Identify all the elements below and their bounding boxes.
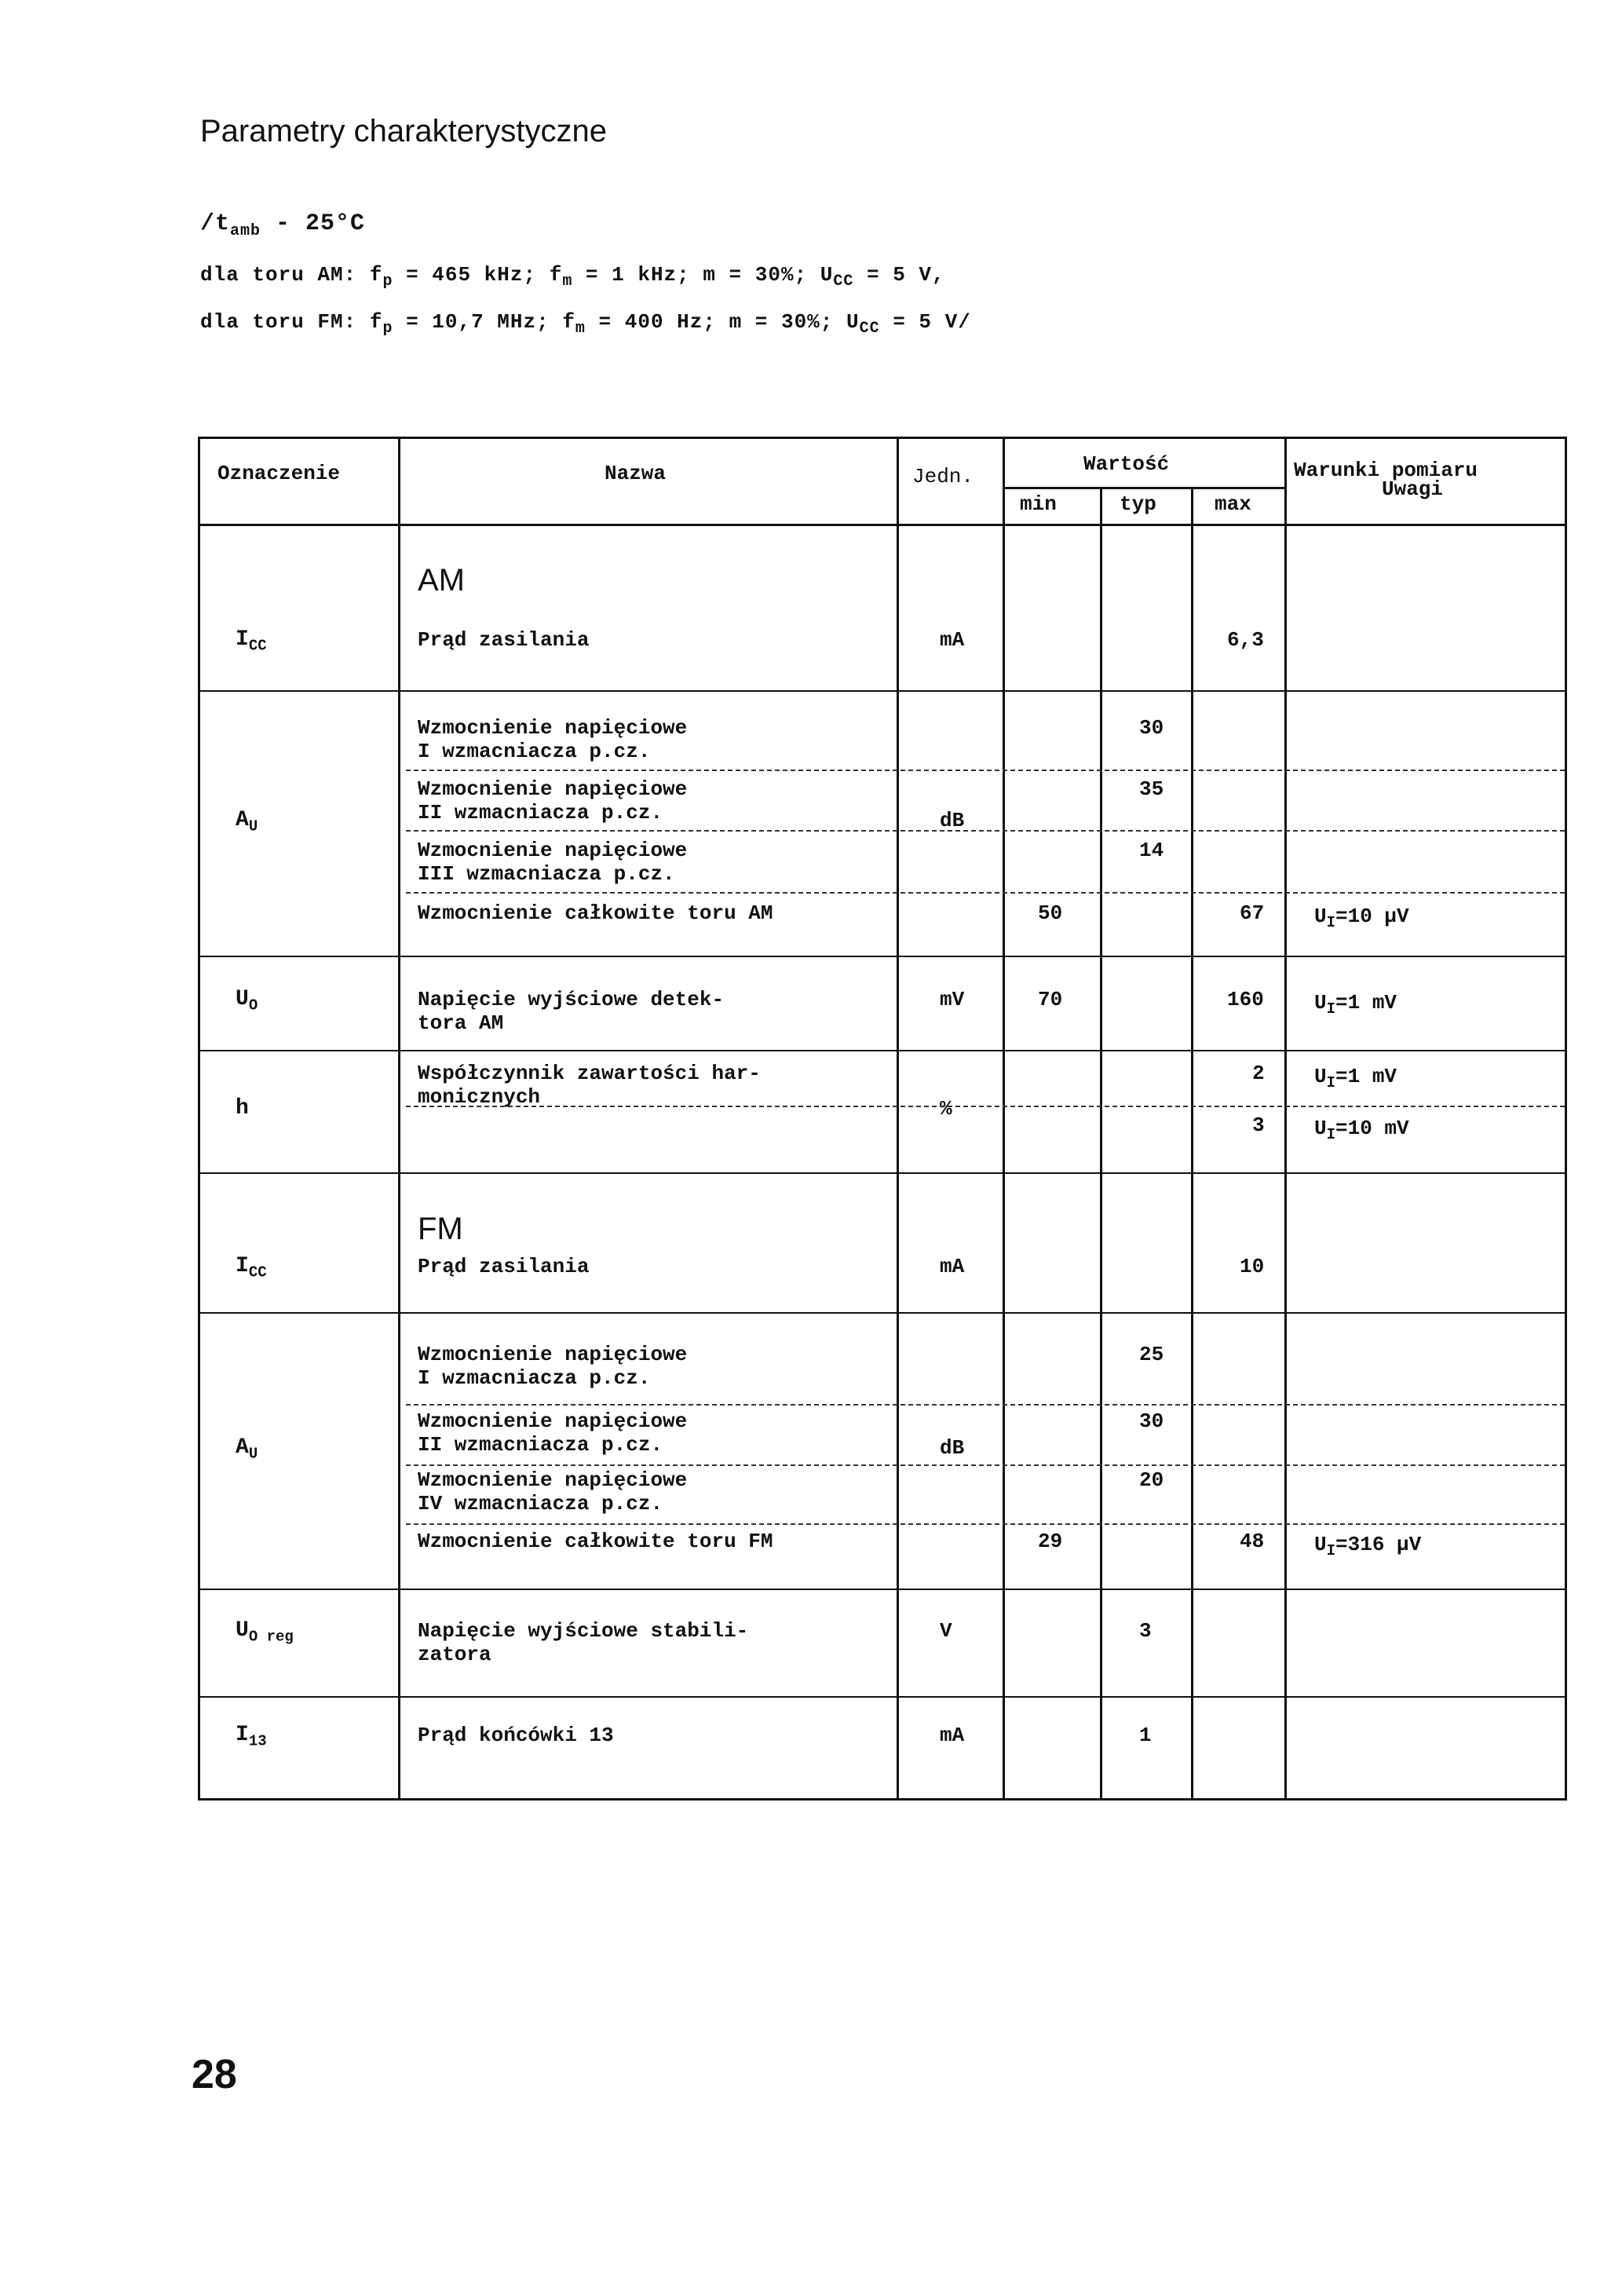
- column-divider: [1565, 437, 1567, 1798]
- symbol-sub: O: [248, 996, 258, 1015]
- cond-value: =1 mV: [1335, 1065, 1397, 1088]
- param-value: = 5 V/: [879, 310, 971, 334]
- group-divider: [198, 1312, 1567, 1314]
- cond-value: =1 mV: [1335, 991, 1397, 1015]
- column-divider: [1003, 437, 1005, 1798]
- parameter-name: Prąd zasilania: [418, 1255, 590, 1278]
- param-value: = 10,7 MHz;: [393, 310, 563, 334]
- cond-base: U: [1314, 905, 1327, 928]
- symbol-sub: O reg: [248, 1628, 294, 1646]
- symbol-sub: U: [248, 1445, 258, 1463]
- measurement-condition: [1314, 1533, 1421, 1563]
- value-max: 3: [1252, 1113, 1265, 1137]
- unit: mA: [940, 1724, 965, 1747]
- value-typ: 30: [1139, 716, 1164, 740]
- symbol-base: U: [236, 1618, 249, 1643]
- symbol-base: I: [236, 627, 249, 652]
- parameter-name: I wzmacniacza p.cz.: [418, 740, 651, 763]
- param-symbol: f: [549, 263, 563, 287]
- parameter-symbol: [236, 1097, 249, 1127]
- param-value: = 5 V,: [853, 263, 945, 287]
- value-min: 70: [1038, 988, 1063, 1011]
- value-min: 50: [1038, 901, 1063, 925]
- column-divider: [198, 437, 200, 1798]
- param-sub: CC: [833, 272, 854, 291]
- cond-value: =10 µV: [1335, 905, 1409, 928]
- page-number: 28: [192, 2052, 237, 2097]
- cond-base: U: [1314, 991, 1327, 1015]
- parameter-name: Prąd końcówki 13: [418, 1724, 614, 1747]
- param-symbol: U: [820, 263, 834, 287]
- symbol-sub: U: [248, 817, 258, 835]
- cond-value: =316 µV: [1335, 1533, 1422, 1556]
- value-typ: 30: [1139, 1409, 1164, 1433]
- column-divider: [1100, 487, 1102, 1798]
- cond-sub: I: [1326, 914, 1336, 932]
- value-max: 2: [1252, 1062, 1265, 1085]
- row-divider: [406, 770, 1565, 773]
- parameter-name: IV wzmacniacza p.cz.: [418, 1492, 663, 1515]
- symbol-base: I: [236, 1723, 249, 1747]
- param-symbol: f: [369, 310, 383, 334]
- param-symbol: f: [562, 310, 575, 334]
- parameter-name: Wzmocnienie napięciowe: [418, 777, 688, 801]
- temp-sub: amb: [230, 222, 261, 240]
- header-conditions: Warunki pomiaru: [1294, 459, 1478, 482]
- param-sub: m: [562, 272, 573, 291]
- unit: dB: [940, 1436, 965, 1460]
- row-divider: [406, 830, 1565, 833]
- symbol-base: A: [236, 1435, 249, 1460]
- section-label: FM: [418, 1212, 463, 1246]
- parameter-name: Prąd zasilania: [418, 628, 590, 652]
- parameter-name: Wzmocnienie napięciowe: [418, 1343, 688, 1366]
- parameter-symbol: [236, 1619, 294, 1649]
- value-max: 67: [1240, 901, 1265, 925]
- value-typ: 1: [1139, 1724, 1152, 1747]
- parameter-name: Napięcie wyjściowe stabili-: [418, 1619, 749, 1643]
- header-unit: Jedn.: [912, 465, 974, 488]
- cond-value: =10 mV: [1335, 1117, 1409, 1140]
- header-symbol: Oznaczenie: [217, 462, 341, 485]
- param-sub: p: [382, 272, 393, 291]
- measurement-condition: [1314, 905, 1409, 934]
- section-label: AM: [418, 563, 465, 598]
- measurement-condition: [1314, 991, 1397, 1021]
- value-typ: 14: [1139, 839, 1164, 862]
- table-border-bottom: [198, 1798, 1567, 1801]
- parameter-name: II wzmacniacza p.cz.: [418, 801, 663, 824]
- parameter-name: Wzmocnienie napięciowe: [418, 1468, 688, 1492]
- param-symbol: U: [846, 310, 860, 334]
- fm-conditions: [200, 310, 971, 338]
- parameter-name: tora AM: [418, 1011, 504, 1035]
- parameter-name: II wzmacniacza p.cz.: [418, 1433, 663, 1457]
- value-typ: 35: [1139, 777, 1164, 801]
- row-divider: [406, 1106, 1565, 1109]
- header-max: max: [1215, 492, 1251, 516]
- header-name: Nazwa: [605, 462, 667, 485]
- parameter-symbol: [236, 1436, 258, 1466]
- row-divider: [406, 1404, 1565, 1407]
- unit: dB: [940, 809, 965, 832]
- param-sub: CC: [859, 320, 880, 338]
- condition-label: dla toru FM:: [200, 310, 370, 334]
- parameter-name: Współczynnik zawartości har-: [418, 1062, 761, 1085]
- parameter-name: III wzmacniacza p.cz.: [418, 862, 675, 886]
- value-typ: 3: [1139, 1619, 1152, 1643]
- param-value: = 465 kHz;: [393, 263, 550, 287]
- unit: mA: [940, 628, 965, 652]
- parameter-symbol: [236, 1255, 267, 1285]
- header-bottom: [198, 524, 1567, 526]
- temp-value: - 25°C: [261, 210, 366, 237]
- page-title: Parametry charakterystyczne: [200, 114, 607, 148]
- cond-sub: I: [1326, 1542, 1336, 1560]
- column-divider: [897, 437, 899, 1798]
- row-divider: [406, 1523, 1565, 1526]
- symbol-base: U: [236, 987, 249, 1011]
- unit: mV: [940, 988, 965, 1011]
- header-typ: typ: [1120, 492, 1156, 516]
- value-typ: 20: [1139, 1468, 1164, 1492]
- param-symbol: f: [369, 263, 383, 287]
- parameter-symbol: [236, 628, 267, 658]
- value-max: 160: [1227, 988, 1264, 1011]
- symbol-base: h: [236, 1096, 249, 1121]
- am-conditions: [200, 263, 945, 291]
- parameter-name: Wzmocnienie napięciowe: [418, 839, 688, 862]
- parameter-name: zatora: [418, 1643, 491, 1666]
- param-value: = 1 kHz; m = 30%;: [572, 263, 820, 287]
- parameter-name: Wzmocnienie napięciowe: [418, 1409, 688, 1433]
- unit: %: [940, 1097, 952, 1121]
- value-min: 29: [1038, 1530, 1063, 1553]
- param-sub: m: [575, 320, 586, 338]
- table-border-top: [198, 437, 1567, 439]
- row-divider: [406, 1464, 1565, 1468]
- param-value: = 400 Hz; m = 30%;: [585, 310, 846, 334]
- param-sub: p: [382, 320, 393, 338]
- group-divider: [198, 690, 1567, 692]
- cond-sub: I: [1326, 1126, 1336, 1144]
- value-max: 6,3: [1227, 628, 1264, 652]
- measurement-condition: [1314, 1065, 1397, 1095]
- unit: mA: [940, 1255, 965, 1278]
- parameter-name: Wzmocnienie całkowite toru AM: [418, 901, 773, 925]
- value-max: 48: [1240, 1530, 1265, 1553]
- parameter-name: monicznych: [418, 1085, 541, 1109]
- ambient-temperature: [200, 210, 365, 240]
- row-divider: [406, 892, 1565, 895]
- parameter-symbol: [236, 988, 258, 1018]
- cond-base: U: [1314, 1533, 1327, 1556]
- symbol-base: I: [236, 1254, 249, 1278]
- value-max: 10: [1240, 1255, 1265, 1278]
- symbol-base: A: [236, 808, 249, 832]
- symbol-sub: CC: [248, 637, 267, 655]
- cond-sub: I: [1326, 1074, 1336, 1092]
- condition-label: dla toru AM:: [200, 263, 370, 287]
- parameter-name: Wzmocnienie napięciowe: [418, 716, 688, 740]
- measurement-condition: [1314, 1117, 1409, 1146]
- column-divider: [1191, 487, 1193, 1798]
- group-divider: [198, 1696, 1567, 1698]
- header-divider: [1003, 487, 1284, 489]
- value-typ: 25: [1139, 1343, 1164, 1366]
- cond-base: U: [1314, 1065, 1327, 1088]
- header-value: Wartość: [1083, 452, 1170, 476]
- symbol-sub: CC: [248, 1263, 267, 1281]
- header-notes: Uwagi: [1382, 477, 1444, 501]
- parameter-name: I wzmacniacza p.cz.: [418, 1366, 651, 1390]
- parameter-name: Wzmocnienie całkowite toru FM: [418, 1530, 773, 1553]
- cond-base: U: [1314, 1117, 1327, 1140]
- parameter-symbol: [236, 809, 258, 839]
- symbol-sub: 13: [248, 1732, 267, 1750]
- group-divider: [198, 1172, 1567, 1174]
- column-divider: [1284, 437, 1287, 1798]
- cond-sub: I: [1326, 1000, 1336, 1018]
- parameter-name: Napięcie wyjściowe detek-: [418, 988, 725, 1011]
- unit: V: [940, 1619, 952, 1643]
- column-divider: [398, 437, 400, 1798]
- group-divider: [198, 1589, 1567, 1590]
- group-divider: [198, 1050, 1567, 1051]
- temp-prefix: /t: [200, 210, 231, 237]
- group-divider: [198, 956, 1567, 957]
- header-min: min: [1020, 492, 1057, 516]
- parameter-symbol: [236, 1724, 267, 1753]
